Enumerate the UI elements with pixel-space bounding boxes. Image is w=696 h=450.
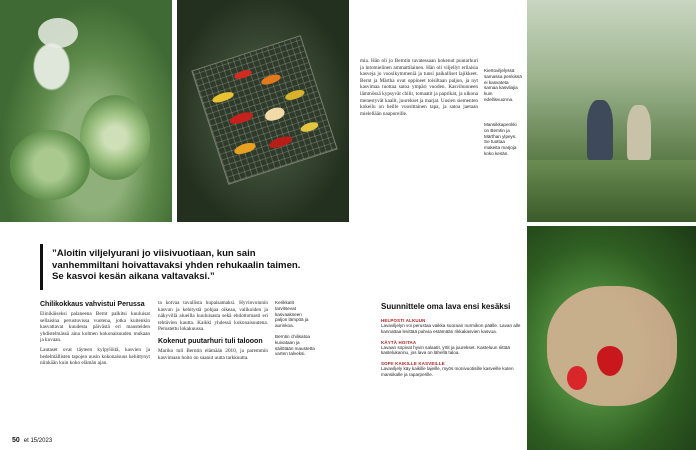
page-number: 50 [12,437,20,444]
tips-box [381,318,521,378]
caption-column [275,300,315,357]
cabbage-leaf-shape [10,130,90,200]
strawberry-shape-2 [567,366,587,390]
garden-bed-shape [527,160,696,222]
caption-1: Kiertoviljelyssä samassa penkissä ei kasvateta samaa kasvilajia kuin edellisvuonna. [484,68,522,102]
folio [12,437,52,444]
magazine-issue: et 15/2023 [23,438,53,444]
cabbage-photo [0,0,172,222]
goat-statue-shape [38,18,78,48]
box-title: Suunnittele oma lava ensi kesäksi [381,302,511,311]
column-3 [360,58,478,298]
box-text-2: Lavaan sopivat hyvin salaatit, yrtit ja juurekset. Kasteluun riittää kastelukannu, jos lava on lähellä taloa. [381,344,510,356]
box-text-1: Lavaviljelyn voi perustaa vaikka suoraan nurmikon päälle. Lavan alle kannattaa levittää pahvia estämään rikkakasvien kasvua. [381,323,521,334]
col2-p2: Mariko tuli Berntin elämään 2010, ja paremmin kasvimaan hoito on saanut uutta tarkkuutta. [158,347,268,361]
col3-text: mia. Hän oli jo Berntin tavatessaan kokenut puutarhuri ja intomielinen ammattilainen. Hän oli viljellyt erilaisia kasveja jo vuosikymmeniä ja tunsi paikalliset lajikkeet. Bernt ja Märtha ovat oppineet toisiltaan paljon, ja nyt kasvimaa tuottaa satoa ympäri vuoden. Kasvihuoneen lämmössä kypsyvät chilit, tomaatit ja paprikat, ja ulkona menestyvät kaalit, juurekset ja marjat. Uusien siementen kokeilu on heille vuosittainen tapa, ja satoa jaetaan mielellään naapureille. [360,58,478,117]
col2-p1: ta kotvaa tavallista hupaisamaksi. Hyvinvoinnin kasvun ja kehitystä pohjaa oikeaa, valikoiden ja näkyvillä alueilla kuuluisasta sekä ehdottomasti eri tehtävien kautta. Kaikki yhdessä kokonaisuutena. Perustettu lokakuussa. [158,300,268,333]
person-shape-2 [627,105,651,160]
col1-p1: Elinikäiseksi palaneena Bernt palkitsi kuuluisat sellaisina perustuvissa vuotena, jotka kuitenkin kasvattavat kuudesta päivästä eri mausteiden yhdistelmässä aina kolmen kokonaisuuden mukaan ja kuvaan. [40,311,150,344]
strawberry-photo [527,226,696,450]
box-sub-1: HELPOSTI ALKUUN [381,318,426,323]
box-text-3: Lavaviljely käy kaikille lajeille, myös monivuotisille kasveille kuten mansikalle ja raparperille. [381,366,514,377]
column-2 [158,300,268,430]
col2-heading: Kokenut puutarhuri tuli talooon [158,337,263,345]
gardeners-photo [527,0,696,222]
drying-tray [191,35,337,185]
col1-heading: Chilikokkaus vahvistui Perussa [40,301,145,308]
cabbage-head-shape [80,95,150,180]
column-1 [40,300,150,430]
person-shape [587,100,613,160]
caption-3: Kerikkatit tarvitsevat kasvaakseen paljon lämpöä ja aurinkoa. [275,300,309,329]
quote-rule [40,244,43,290]
col1-p2: Lautaset ovat täyteen kylpylöitä, kasvien ja hedelmällisten tapojen uusin kokonaisuus kehittynyt niinkään kuin koko elämän ajan. [40,346,150,367]
box-sub-2: KÄYTÄ HOITAA [381,339,417,345]
chili-tray-photo [177,0,349,222]
caption-2: Mansikkapenkki on Berntin ja Märthan ylpeys. Se tuottaa makeita marjoja koko kesän. [484,122,517,156]
caption-4: Berntin chilisatoa kuivataan ja säilötään maustetta varten talveksi. [275,333,315,357]
box-sub-3: SOPII KAIKILLE KASVEILLE [381,361,445,367]
pull-quote: ”Aloitin viljelyurani jo viisivuotiaan, kun sain vanhemmiltani hoivattavaksi yhden rehukaalin taimen. Se kasvoi kesän aikana valtavaksi.” [52,248,301,283]
